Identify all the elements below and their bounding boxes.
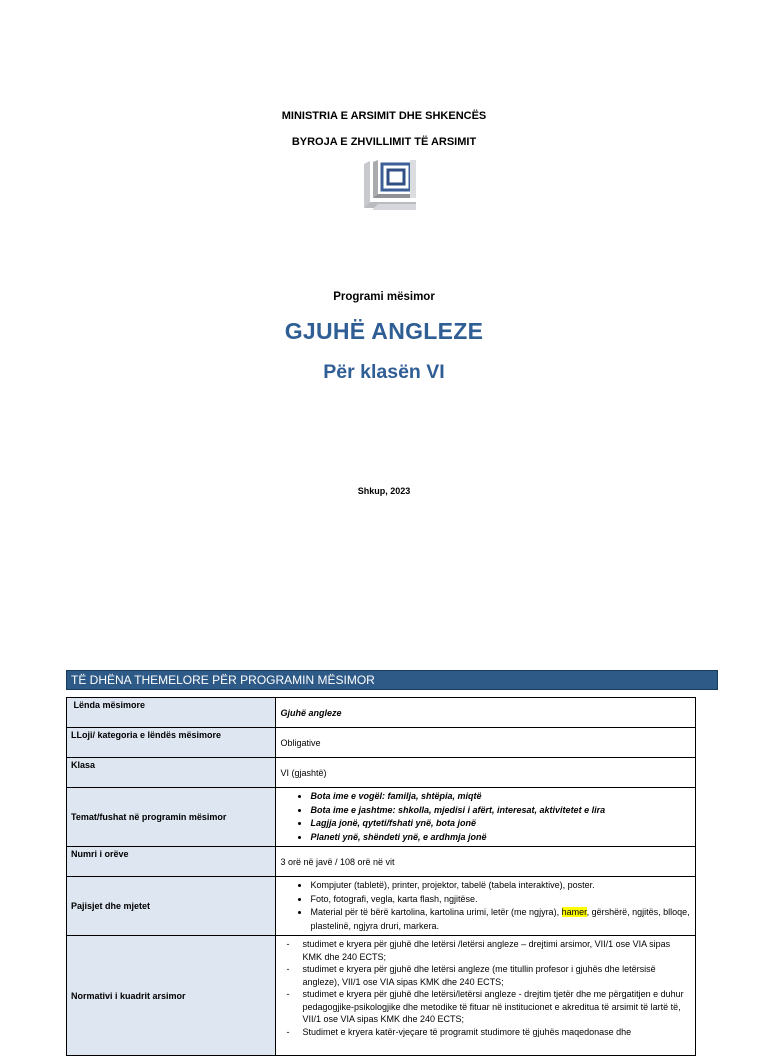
bureau-logo-icon [362, 158, 418, 216]
list-item: • Bota ime e vogël: familja, shtëpia, miqtë [310, 790, 691, 804]
list-item: • Lagjja jonë, qyteti/fshati ynë, bota jonë [310, 817, 691, 831]
norms-value [276, 936, 696, 1056]
list-item: - studimet e kryera për gjuhë dhe letërsi /letërsi angleze – drejtimi arsimor, VII/1 ose VIA sipas KMK dhe 240 ECTS; [302, 938, 691, 963]
table-row [67, 847, 696, 877]
equipment-value [276, 877, 696, 936]
section-heading: TË DHËNA THEMELORE PËR PROGRAMIN MËSIMOR [66, 670, 718, 690]
place-date: Shkup, 2023 [357, 486, 411, 496]
equipment-label: Pajisjet dhe mjetet [67, 877, 276, 936]
hours-label: Numri i orëve [67, 847, 276, 877]
subject-label: Lënda mësimore [67, 698, 276, 728]
topics-label: Temat/fushat në programin mësimor [67, 788, 276, 847]
topics-value [276, 788, 696, 847]
list-item: • Bota ime e jashtme: shkolla, mjedisi i afërt, interesat, aktivitetet e lira [310, 804, 691, 818]
subject-value: Gjuhë angleze [276, 698, 696, 728]
grade-label: Klasa [67, 758, 276, 788]
document-title: GJUHË ANGLEZE [284, 318, 484, 344]
highlighted-word: hamer [561, 907, 587, 917]
table-row [67, 936, 696, 1056]
grade-title: Për klasën VI [323, 361, 445, 383]
category-label: LLoji/ kategoria e lëndës mësimore [67, 728, 276, 758]
program-info-table [66, 697, 696, 1056]
document-subtitle: Programi mësimor [333, 291, 435, 303]
table-row [67, 698, 696, 728]
list-item: - studimet e kryera për gjuhë dhe letërsi/letërsi angleze - drejtim tjetër dhe me përgatitjen e duhur pedagogjike-psikologjike dhe metodike të fituar në institucionet e akreditua të arsimit të lartë të, VII/1 ose VIA sipas KMK dhe 240 ECTS; [302, 988, 691, 1026]
grade-value: VI (gjashtë) [276, 758, 696, 788]
category-value: Obligative [276, 728, 696, 758]
table-row [67, 877, 696, 936]
norms-label: Normativi i kuadrit arsimor [67, 936, 276, 1056]
list-item: • Kompjuter (tabletë), printer, projektor, tabelë (tabela interaktive), poster. [310, 879, 691, 893]
table-row [67, 728, 696, 758]
list-item: - studimet e kryera për gjuhë dhe letërsi angleze (me titullin profesor i gjuhës dhe letërsisë angleze), VII/1 ose VIA sipas KMK dhe 240 ECTS; [302, 963, 691, 988]
list-item: • Planeti ynë, shëndeti ynë, e ardhmja jonë [310, 831, 691, 845]
list-item: • Material për të bërë kartolina, kartolina urimi, letër (me ngjyra), hamer, gërshërë, ngjitës, blloqe, plastelinë, ngjyra druri, markera. [310, 906, 691, 933]
list-item: • Foto, fotografi, vegla, karta flash, ngjitëse. [310, 893, 691, 907]
hours-value: 3 orë në javë / 108 orë në vit [276, 847, 696, 877]
table-row [67, 758, 696, 788]
bureau-name: BYROJA E ZHVILLIMIT TË ARSIMIT [291, 136, 477, 148]
list-item: - Studimet e kryera katër-vjeçare të programit studimore të gjuhës maqedonase dhe [302, 1026, 691, 1039]
table-row [67, 788, 696, 847]
ministry-name: MINISTRIA E ARSIMIT DHE SHKENCËS [281, 110, 487, 122]
